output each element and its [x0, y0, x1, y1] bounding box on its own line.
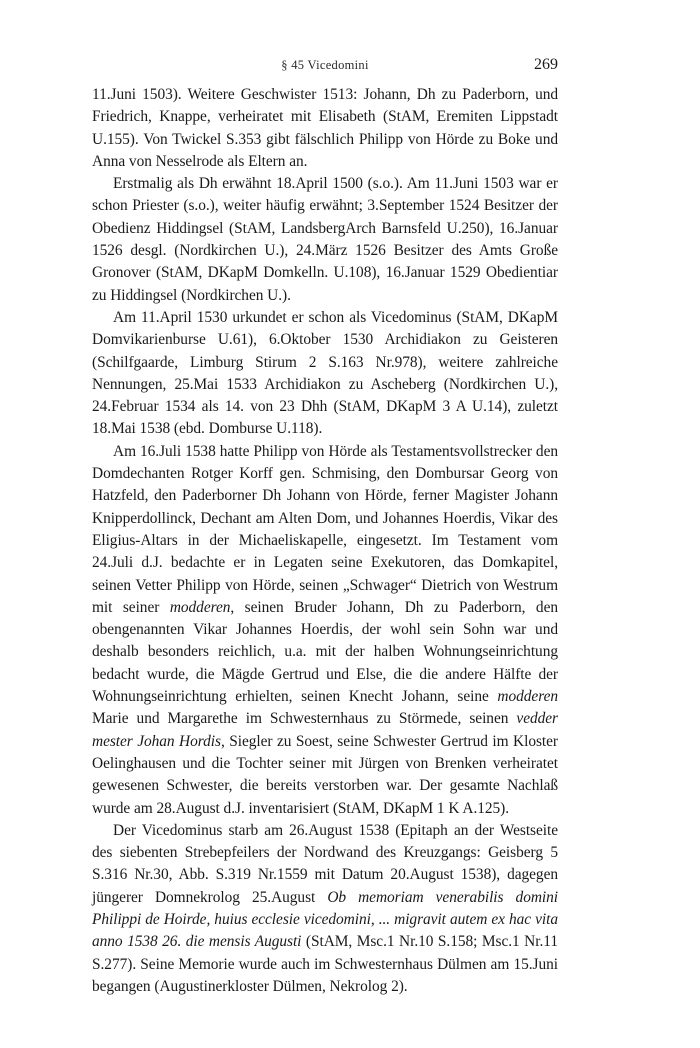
text-run: , seinen Bruder Johann, Dh zu Paderborn, den obengenannten Vikar Johannes Hoerdis, der wohl sein Sohn war und deshalb besonders reichlich, u.a. mit der halben Wohnungseinrichtung bedacht wurde, die Mägde Gertrud und Else, die die andere Hälfte der Wohnungseinrichtung erhielten, seinen Knecht Johann, seine [92, 598, 558, 706]
text-run: Am 11.April 1530 urkundet er schon als Vicedominus (StAM, DKapM Domvikarienburse U.61), 6.Oktober 1530 Archidiakon zu Geisteren (Schilfgaarde, Limburg Stirum 2 S.163 Nr.978), weitere zahlreiche Nennungen, 25.Mai 1533 Archidiakon zu Ascheberg (Nordkirchen U.), 24.Februar 1534 als 14. von 23 Dhh (StAM, DKapM 3 A U.14), zuletzt 18.Mai 1538 (ebd. Domburse U.118). [92, 308, 558, 438]
paragraph [92, 84, 558, 173]
text-run: , Siegler zu Soest, seine Schwester Gertrud im Kloster Oelinghausen und die Tochter seiner mit Jürgen von Brenken verheiratet gewesenen Schwester, die bereits verstorben war. Der gesamte Nachlaß wurde am 28.August d.J. inventarisiert (StAM, DKapM 1 K A.125). [92, 732, 558, 817]
paragraph [92, 173, 558, 307]
italic-text: vedder mester Johan Hordis [92, 710, 558, 750]
text-run: 11.Juni 1503). Weitere Geschwister 1513: Johann, Dh zu Paderborn, und Friedrich, Knappe, verheiratet mit Elisabeth (StAM, Eremiten Lippstadt U.155). Von Twickel S.353 gibt fälschlich Philipp von Hörde zu Boke und Anna von Nesselrode als Eltern an. [92, 86, 558, 170]
text-run: Erstmalig als Dh erwähnt 18.April 1500 (s.o.). Am 11.Juni 1503 war er schon Priester (s.o.), weiter häufig erwähnt; 3.September 1524 Besitzer der Obedienz Hiddingsel (StAM, LandsbergArch Barnsfeld U.250), 16.Januar 1526 desgl. (Nordkirchen U.), 24.März 1526 Besitzer des Amts Große Gronover (StAM, DKapM Domkelln. U.108), 16.Januar 1529 Obedientiar zu Hiddingsel (Nordkirchen U.). [92, 175, 558, 304]
italic-text: modderen [169, 598, 231, 616]
body-text [92, 84, 558, 998]
running-head [92, 58, 558, 82]
page-number: 269 [534, 56, 558, 73]
italic-text: Ob memoriam venerabilis domini Philippi de Hoirde, huius ecclesie vicedomini, ... migravit autem ex hac vita anno 1538 26. die mensis Augusti [92, 888, 559, 951]
section-title: § 45 Vicedomini [281, 58, 369, 72]
text-run: Marie und Margarethe im Schwesternhaus zu Störmede, seinen [92, 710, 517, 728]
paragraph [92, 820, 558, 998]
paragraph [92, 307, 558, 441]
italic-text: modderen [497, 688, 558, 706]
text-run: (StAM, Msc.1 Nr.10 S.158; Msc.1 Nr.11 S.277). Seine Memorie wurde auch im Schwesternhaus Dülmen am 15.Juni begangen (Augustinerkloster Dülmen, Nekrolog 2). [92, 933, 558, 995]
text-run: Am 16.Juli 1538 hatte Philipp von Hörde als Testamentsvollstrecker den Domdechanten Rotger Korff gen. Schmising, den Dombursar Georg von Hatzfeld, den Paderborner Dh Johann von Hörde, ferner Magister Johann Knipperdollinck, Dechant am Alten Dom, und Johannes Hoerdis, Vikar des Eligius-Altars in der Michaeliskapelle, eingesetzt. Im Testament vom 24.Juli d.J. bedachte er in Legaten seine Exekutoren, das Domkapitel, seinen Vetter Philipp von Hörde, seinen „Schwager“ Dietrich von Westrum mit seiner [92, 442, 558, 616]
text-run: Der Vicedominus starb am 26.August 1538 (Epitaph an der Westseite des siebenten Strebepfeilers der Nordwand des Kreuzgangs: Geisberg 5 S.316 Nr.30, Abb. S.319 Nr.1559 mit Datum 20.August 1538), dagegen jüngerer Domnekrolog 25.August [92, 821, 558, 906]
paragraph [92, 441, 558, 820]
